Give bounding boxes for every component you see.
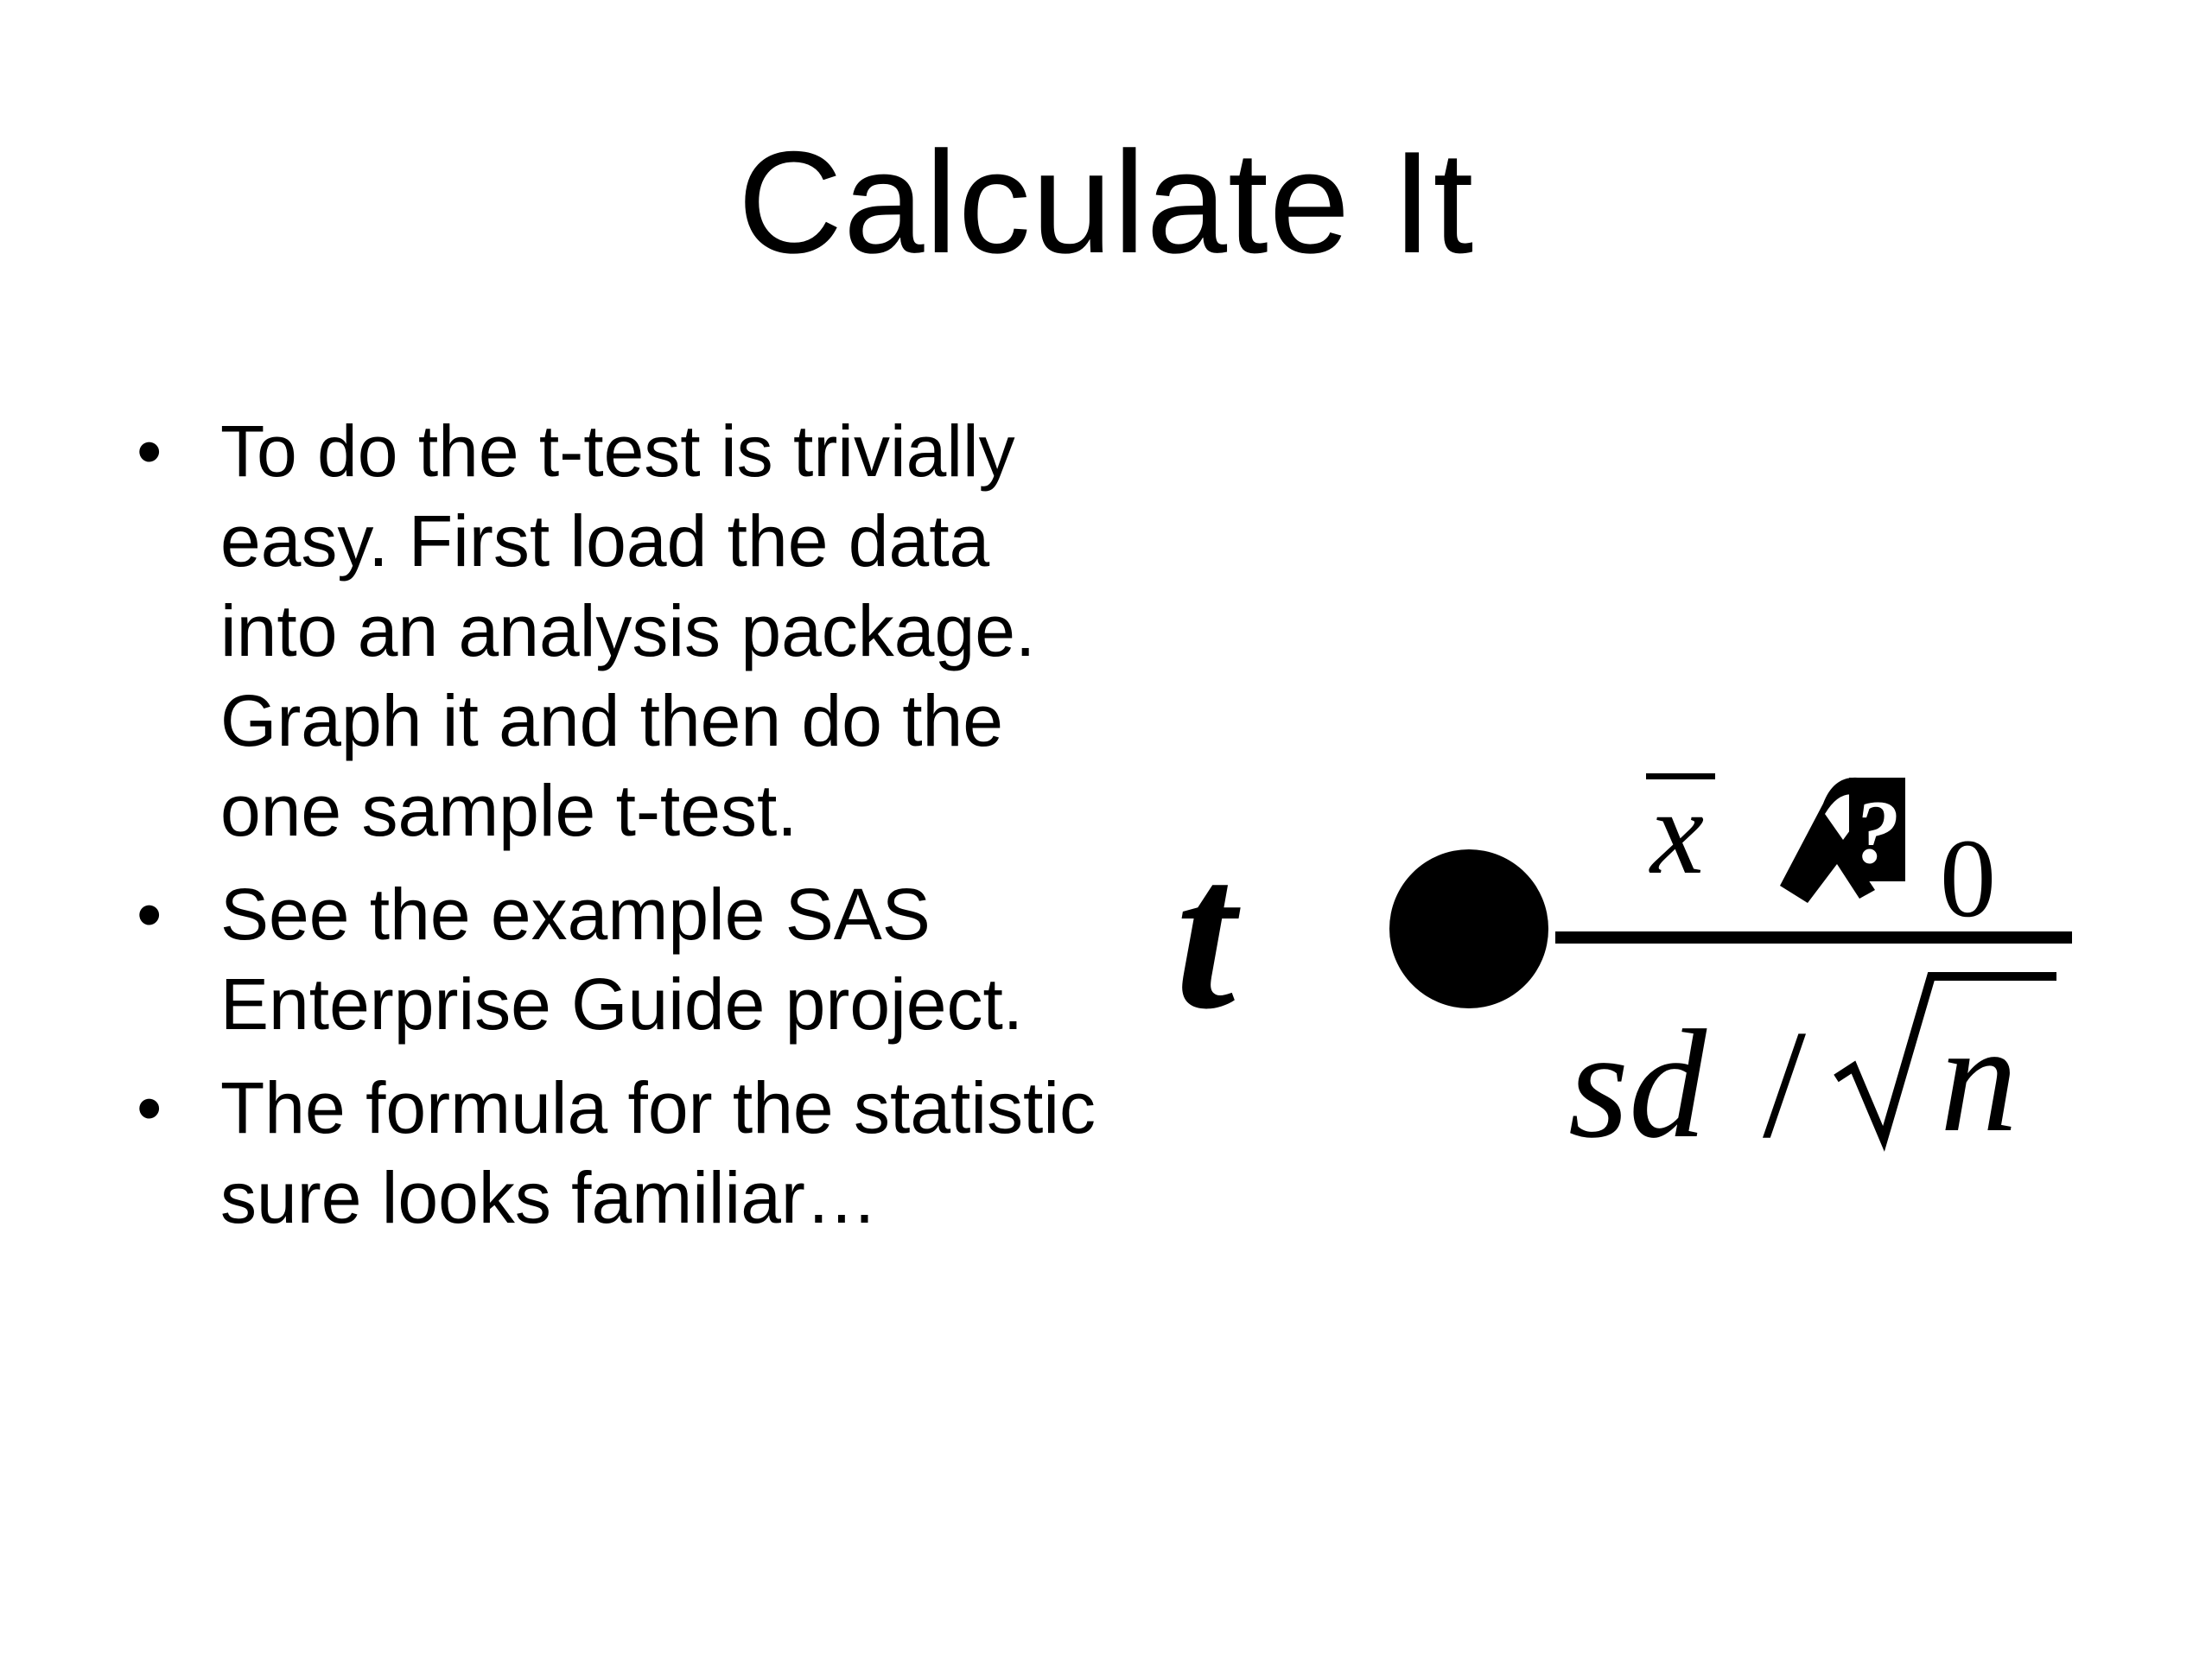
bullet-dot: • xyxy=(137,874,162,955)
t-statistic-formula xyxy=(1123,743,2091,1175)
bullet-item-2 xyxy=(130,869,1097,1049)
bullet-text: To do the t-test is trivially easy. First load the data into an analysis package. Graph it and then do the one sample t-test. xyxy=(220,410,1036,851)
equals-glyph-icon xyxy=(1389,849,1548,1008)
bullet-item-3 xyxy=(130,1063,1097,1243)
glitched-mu-icon xyxy=(1780,778,1905,903)
bullet-text: The formula for the statistic sure looks familiar… xyxy=(220,1067,1096,1238)
glitch-question-mark: ? xyxy=(1853,781,1900,882)
formula-n: n xyxy=(1940,992,2018,1164)
slide-title: Calculate It xyxy=(737,121,1475,283)
bullet-text: See the example SAS Enterprise Guide project. xyxy=(220,874,1024,1045)
bullet-item-1 xyxy=(130,406,1097,855)
formula-sd: sd xyxy=(1568,998,1707,1170)
formula-x: x xyxy=(1650,766,1705,899)
formula-svg xyxy=(1123,743,2091,1175)
bullet-dot: • xyxy=(137,1067,162,1148)
formula-subscript-0: 0 xyxy=(1940,817,1996,941)
formula-slash: / xyxy=(1763,998,1807,1170)
formula-t: t xyxy=(1175,815,1236,1054)
bullet-dot: • xyxy=(137,410,162,492)
bullet-list xyxy=(130,406,1097,1256)
